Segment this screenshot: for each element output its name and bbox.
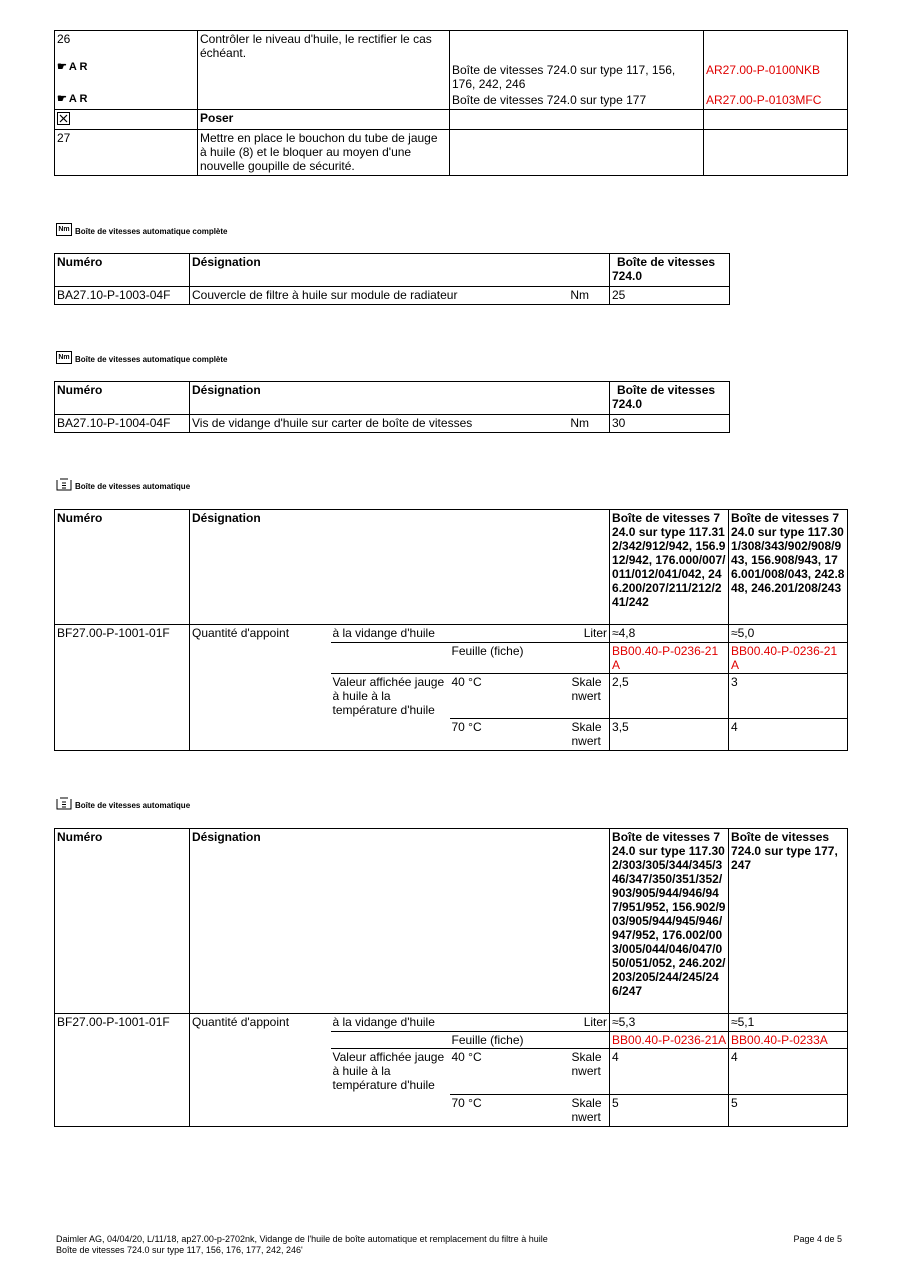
section-title: Nm Boîte de vitesses automatique complète <box>56 351 228 364</box>
install-icon <box>57 112 70 125</box>
header-number: Numéro <box>55 382 190 415</box>
fill-table-1: Numéro Désignation Boîte de vitesses 724.0 sur type 117.312/342/912/942, 156.912/942, 176.000/007/011/012/041/042, 246.200/207/211/212/241/242 Boîte de vitesses 724.0 sur type 117.301/308/343/902/908/943, 156.908/943, 176.001/008/043, 242.848, 246.201/208/243 BF27.00-P-1001-01F Quantité d'appoint à la vidange d'huile Liter ≈4,8 ≈5,0 Feuille (fiche) BB00.40-P-0236-21A BB00.40-P-0236-21A Valeur affichée jauge à huile à la température d'huile 40 °C Skalenwert 2,5 3 70 °C Skalenwert 3,5 4 <box>54 509 848 751</box>
header-variant-1: Boîte de vitesses 724.0 sur type 117.312/342/912/942, 156.912/942, 176.000/007/011/012/041/042, 246.200/207/211/212/241/242 <box>610 510 729 625</box>
ref-link[interactable]: AR27.00-P-0103MFC <box>706 93 822 107</box>
ref-link[interactable]: AR27.00-P-0100NKB <box>706 63 821 77</box>
header-value: Boîte de vitesses 724.0 <box>610 382 730 415</box>
header-variant-2: Boîte de vitesses 724.0 sur type 117.301/308/343/902/908/943, 156.908/943, 176.001/008/043, 242.848, 246.201/208/243 <box>729 510 848 625</box>
ref-link[interactable]: BB00.40-P-0233A <box>729 1032 848 1049</box>
footer-line-2: Boîte de vitesses 724.0 sur type 117, 156, 176, 177, 242, 246' <box>56 1245 303 1255</box>
table-row: BF27.00-P-1001-01F Quantité d'appoint à la vidange d'huile Liter ≈5,3 ≈5,1 <box>55 1014 848 1032</box>
header-variant-2: Boîte de vitesses 724.0 sur type 177, 247 <box>729 829 848 1014</box>
torque-nm-icon: Nm <box>56 351 72 364</box>
header-designation: Désignation <box>190 382 610 415</box>
footer-line-1: Daimler AG, 04/04/20, L/11/18, ap27.00-p-2702nk, Vidange de l'huile de boîte automatique et remplacement du filtre à huile <box>56 1234 548 1244</box>
step-text: Mettre en place le bouchon du tube de jauge à huile (8) et le bloquer au moyen d'une nouvelle goupille de sécurité. <box>198 130 450 176</box>
torque-nm-icon: Nm <box>56 223 72 236</box>
oil-tank-icon <box>56 478 72 491</box>
header-number: Numéro <box>55 254 190 287</box>
table-row: BF27.00-P-1001-01F Quantité d'appoint à la vidange d'huile Liter ≈4,8 ≈5,0 <box>55 625 848 643</box>
header-designation: Désignation <box>190 254 610 287</box>
section-title: Nm Boîte de vitesses automatique complète <box>56 223 228 236</box>
ar-ref-2: ☛ A R <box>57 93 88 105</box>
poser-row <box>55 110 848 130</box>
ref-link[interactable]: BB00.40-P-0236-21A <box>610 643 729 674</box>
step-table <box>54 30 848 176</box>
footer <box>56 1234 676 1256</box>
ar-ref-1: ☛ A R <box>57 61 88 73</box>
ref-link[interactable]: BB00.40-P-0236-21A <box>729 643 848 674</box>
ref-link[interactable]: BB00.40-P-0236-21A <box>610 1032 729 1049</box>
torque-table-2 <box>54 381 730 433</box>
table-row: BA27.10-P-1004-04F Vis de vidange d'huile sur carter de boîte de vitesses Nm 30 <box>55 415 730 433</box>
oil-tank-icon <box>56 797 72 810</box>
step-text: Contrôler le niveau d'huile, le rectifier le cas échéant. <box>198 31 450 110</box>
header-value: Boîte de vitesses 724.0 <box>610 254 730 287</box>
ref-desc: Boîte de vitesses 724.0 sur type 177 <box>452 93 647 107</box>
page-number: Page 4 de 5 <box>793 1234 842 1244</box>
section-title: Boîte de vitesses automatique <box>56 797 190 810</box>
poser-label: Poser <box>198 110 450 130</box>
step-row-26 <box>55 31 848 110</box>
step-number: 26 <box>57 32 71 46</box>
fill-table-2: Numéro Désignation Boîte de vitesses 724.0 sur type 117.302/303/305/344/345/346/347/350/351/352/903/905/944/946/947/951/952, 156.902/903/905/944/945/946/947/952, 176.002/003/005/044/046/047/050/051/052, 246.202/203/205/244/245/246/247 Boîte de vitesses 724.0 sur type 177, 247 BF27.00-P-1001-01F Quantité d'appoint à la vidange d'huile Liter ≈5,3 ≈5,1 Feuille (fiche) BB00.40-P-0236-21A BB00.40-P-0233A Valeur affichée jauge à huile à la température d'huile 40 °C Skalenwert 4 4 70 °C Skalenwert 5 5 <box>54 828 848 1127</box>
header-variant-1: Boîte de vitesses 724.0 sur type 117.302/303/305/344/345/346/347/350/351/352/903/905/944/946/947/951/952, 156.902/903/905/944/945/946/947/952, 176.002/003/005/044/046/047/050/051/052, 246.202/203/205/244/245/246/247 <box>610 829 729 1014</box>
step-row-27 <box>55 130 848 176</box>
pointing-hand-icon: ☛ <box>57 93 67 105</box>
table-row: BA27.10-P-1003-04F Couvercle de filtre à huile sur module de radiateur Nm 25 <box>55 287 730 305</box>
torque-table-1 <box>54 253 730 305</box>
pointing-hand-icon: ☛ <box>57 61 67 73</box>
step-number: 27 <box>55 130 198 176</box>
ref-desc: Boîte de vitesses 724.0 sur type 117, 156, 176, 242, 246 <box>452 63 676 91</box>
section-title: Boîte de vitesses automatique <box>56 478 190 491</box>
